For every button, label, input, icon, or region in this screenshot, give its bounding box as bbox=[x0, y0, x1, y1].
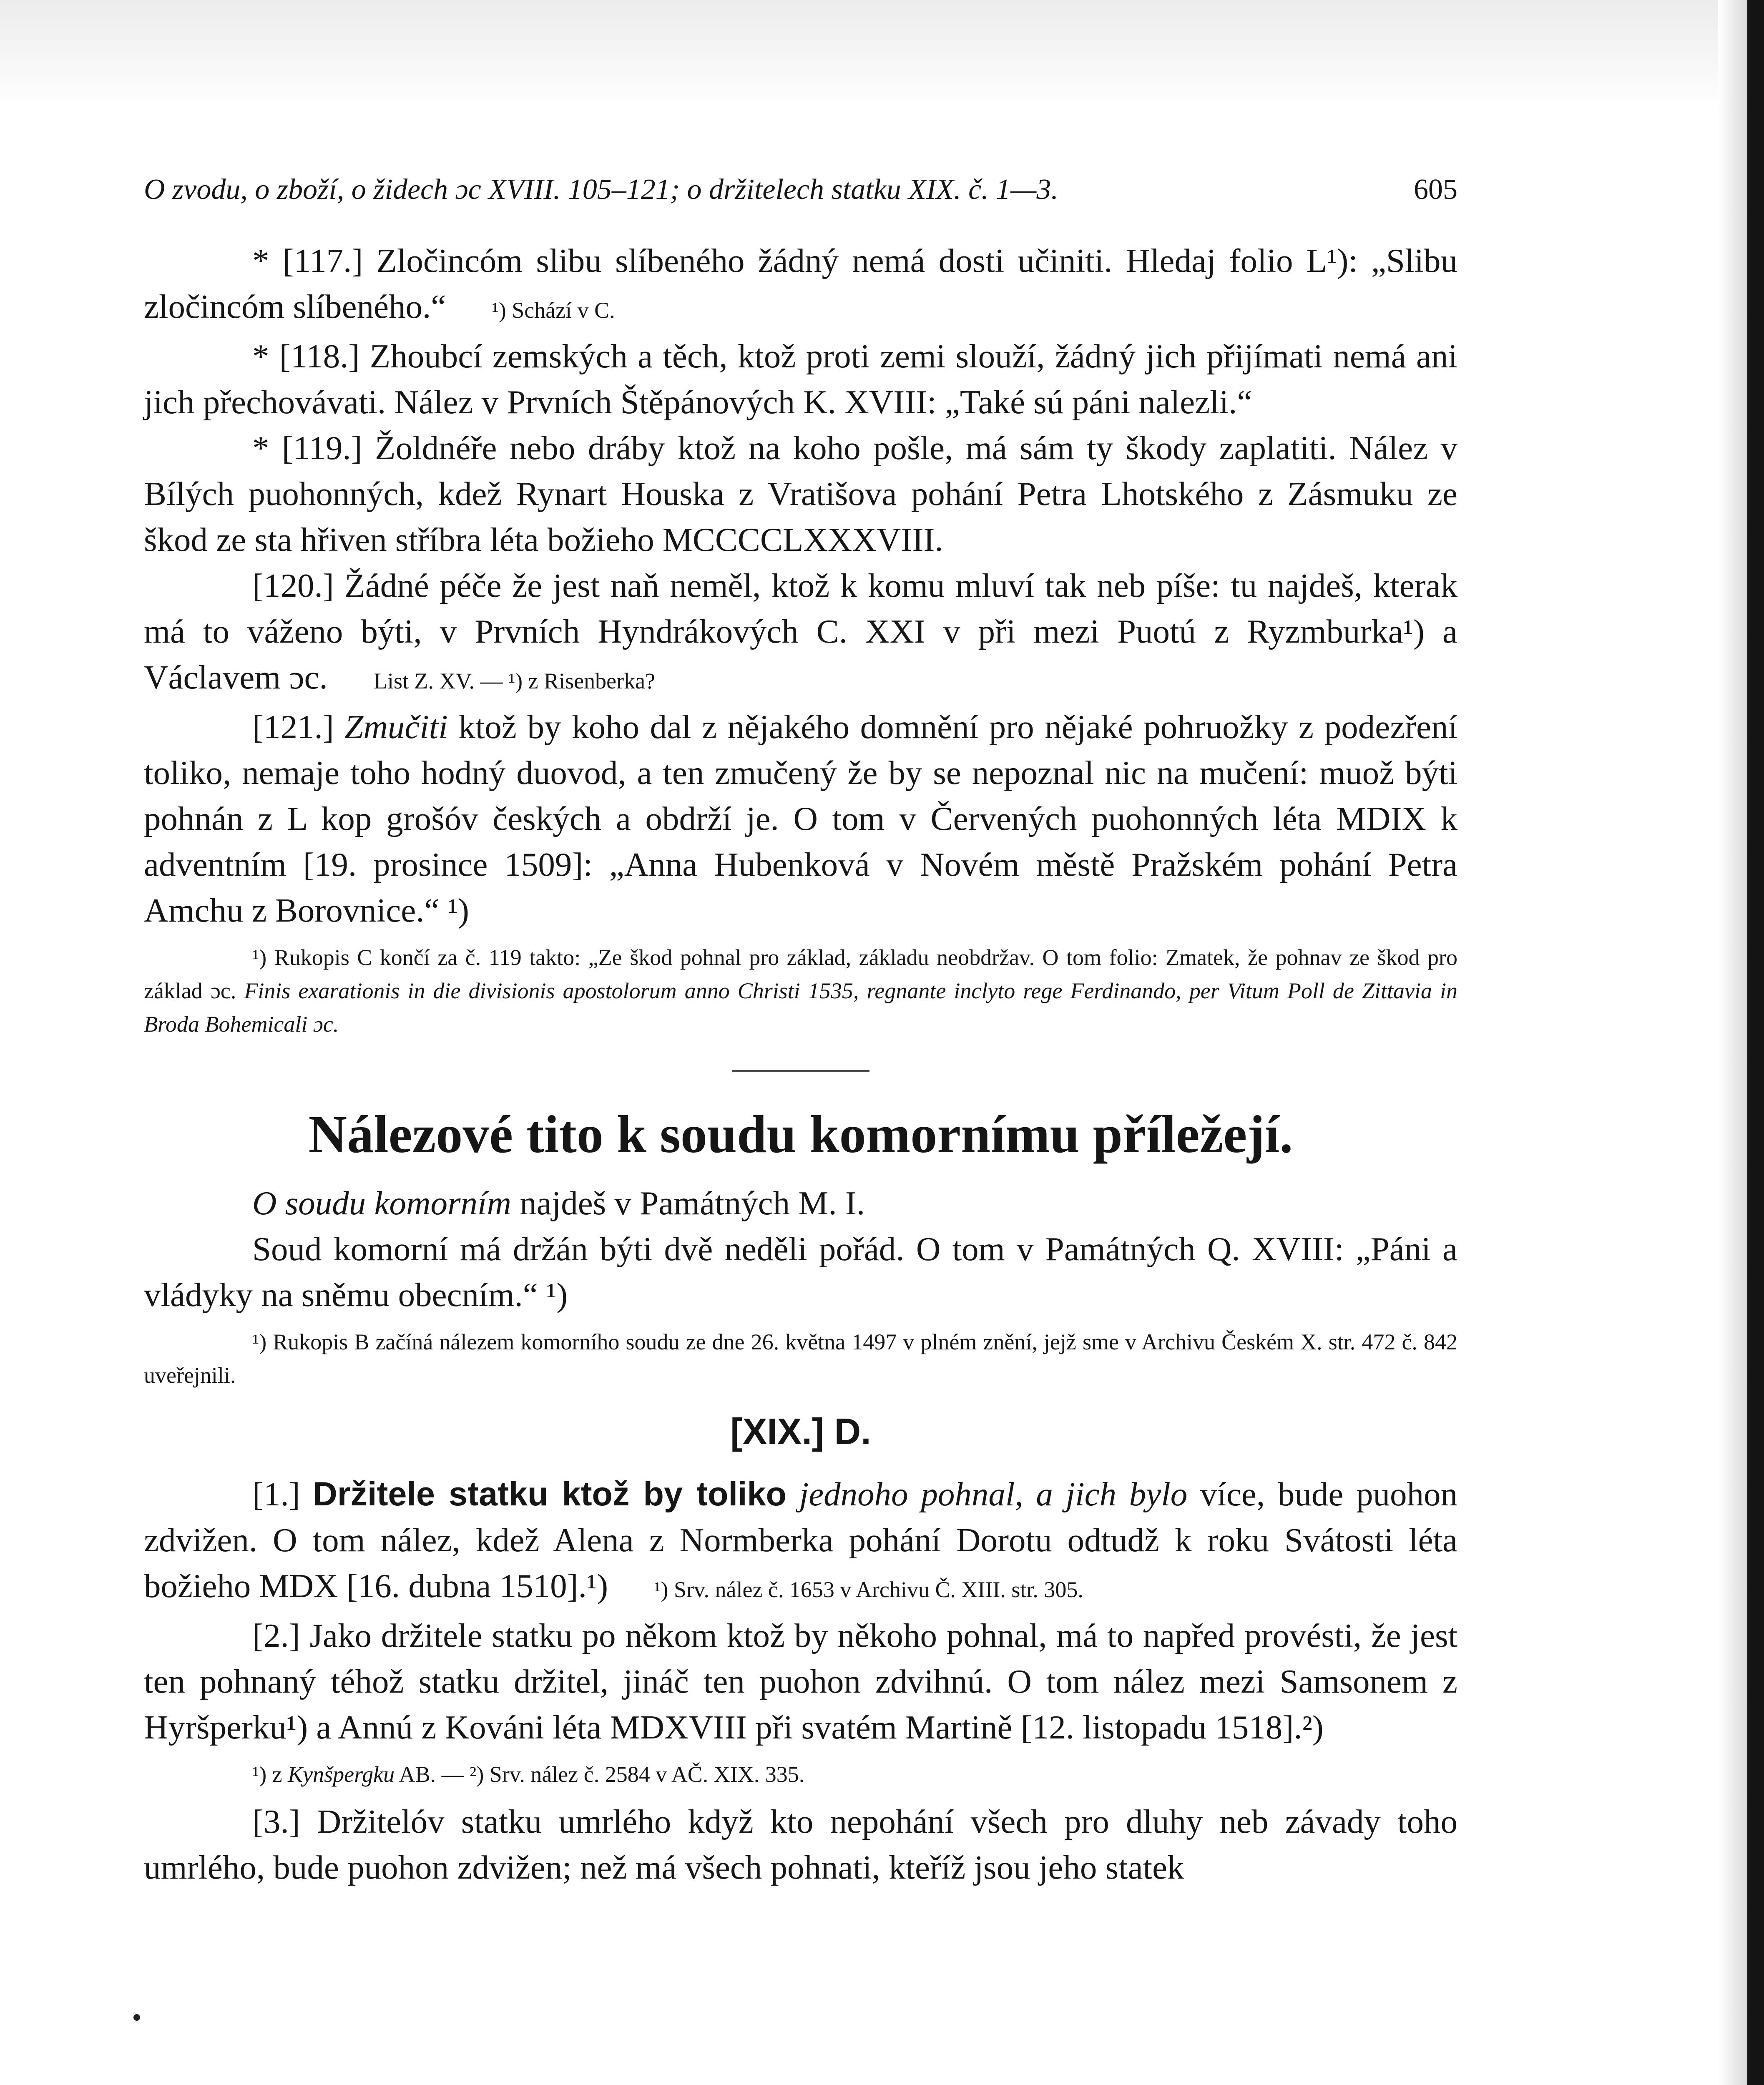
paragraph-119: * [119.] Žoldnéře nebo dráby ktož na koho pošle, má sám ty škody zaplatiti. Nález v Bílých puohonných, kdež Rynart Houska z Vratišova pohání Petra Lhotského z Zásmuku ze škod ze sta hřiven stříbra léta božieho MCCCCLXXXVIII. bbox=[144, 429, 1457, 558]
section-heading: Nálezové tito k soudu komornímu příležejí. bbox=[308, 1105, 1293, 1164]
paragraph-xix-2: [2.] Jako držitele statku po někom ktož by někoho pohnal, má to napřed provésti, že jest ten pohnaný téhož statku držitel, jináč ten puohon zdvihnú. O tom nález mezi Samsonem z Hyršperku¹) a Annú z Kováni léta MDXVIII při svatém Martině [12. listopadu 1518].²) bbox=[144, 1617, 1457, 1746]
ink-speck bbox=[133, 2014, 140, 2021]
paragraph-xix-1-label: [1.] bbox=[252, 1475, 300, 1513]
paragraph-120 bbox=[144, 563, 1457, 704]
footnote-xix-2-c: AB. — ²) Srv. nález č. 2584 v AČ. XIX. 335. bbox=[399, 1762, 805, 1787]
footnote-xix-2-a: ¹) z bbox=[252, 1762, 282, 1787]
paragraph-xix-1-bold: Držitele statku ktož by toliko bbox=[313, 1475, 787, 1513]
paragraph-121-lemma: Zmučiti bbox=[344, 708, 448, 746]
page-edge-shadow bbox=[1718, 0, 1747, 2085]
footnote-inline-120: List Z. XV. — ¹) z Risenberka? bbox=[373, 668, 656, 693]
footnote-inline-xix-1: ¹) Srv. nález č. 1653 v Archivu Č. XIII. str. 305. bbox=[654, 1577, 1083, 1602]
paragraph-xix-3: [3.] Držitelóv statku umrlého když kto nepohání všech pro dluhy neb závady toho umrlého, bude puohon zdvižen; než má všech pohnati, kteříž jsou jeho statek bbox=[144, 1803, 1457, 1886]
paragraph-121-label: [121.] bbox=[252, 708, 334, 746]
chapter-heading-xix: [XIX.] D. bbox=[730, 1411, 871, 1452]
paragraph-xix-1-text: více, bude puohon zdvižen. O tom nález, kdež Alena z Normberka pohání Dorotu odtudž k roku Svátosti léta božieho MDX [16. dubna 1510].¹) bbox=[144, 1475, 1457, 1605]
soud-komorni-ref-text: najdeš v Památných M. I. bbox=[520, 1184, 865, 1222]
page-number: 605 bbox=[1414, 173, 1457, 206]
running-header bbox=[144, 167, 1457, 213]
paragraph-117-text: * [117.] Zločincóm slibu slíbeného žádný nemá dosti učiniti. Hledaj folio L¹): „Slibu zločincóm slíbeného.“ bbox=[144, 242, 1457, 325]
footnote-xix-2-b: Kynšpergku bbox=[288, 1762, 395, 1787]
paragraph-121-text: ktož by koho dal z nějakého domnění pro nějaké pohruožky z podezření toliko, nemaje toho hodný duovod, a ten zmučený že by se nepoznal nic na mučení: muož býti pohnán z L kop grošóv českých a obdrží je. O tom v Červených puohonných léta MDIX k adventním [19. prosince 1509]: „Anna Hubenková v Novém městě Pražském pohání Petra Amchu z Borovnice.“ ¹) bbox=[144, 708, 1458, 929]
footnote-inline-117: ¹) Schází v C. bbox=[492, 298, 615, 323]
footnote-121-colophon: Finis exarationis in die divisionis apostolorum anno Christi 1535, regnante inclyto rege Ferdinando, per Vitum Poll de Zittavia in Broda Bohemicali ɔc. bbox=[144, 978, 1458, 1037]
running-title: O zvodu, o zboží, o židech ɔc XVIII. 105–121; o držitelech statku XIX. č. 1—3. bbox=[144, 173, 1058, 206]
paragraph-121 bbox=[144, 704, 1457, 933]
paragraph-xix-1 bbox=[144, 1471, 1457, 1613]
footnote-soud-komorni: ¹) Rukopis B začíná nálezem komorního soudu ze dne 26. května 1497 v plném znění, jejž sme v Archivu Českém X. str. 472 č. 842 uveřejnili. bbox=[144, 1329, 1457, 1388]
soud-komorni-italic: O soudu komorním bbox=[252, 1184, 511, 1222]
footnote-121-text: ¹) Rukopis C končí za č. 119 takto: „Ze škod pohnal pro základ, základu neobdržav. O tom folio: Zmatek, že pohnav ze škod pro základ ɔc. bbox=[144, 945, 1457, 1003]
text-column bbox=[144, 167, 1457, 1890]
footnote-xix-2 bbox=[144, 1758, 1457, 1791]
scan-border bbox=[1747, 0, 1764, 2085]
paragraph-xix-1-italic: jednoho pohnal, a jich bylo bbox=[799, 1475, 1188, 1513]
footnote-121 bbox=[144, 941, 1457, 1041]
paragraph-117 bbox=[144, 238, 1457, 333]
paragraph-118: * [118.] Zhoubcí zemských a těch, ktož proti zemi slouží, žádný jich přijímati nemá ani jich přechovávati. Nález v Prvních Štěpánových K. XVIII: „Také sú páni nalezli.“ bbox=[144, 337, 1457, 421]
paragraph-soud-komorni: Soud komorní má držán býti dvě neděli pořád. O tom v Památných Q. XVIII: „Páni a vládyky na sněmu obecním.“ ¹) bbox=[144, 1230, 1457, 1314]
section-divider bbox=[732, 1070, 869, 1072]
paragraph-soud-komorni-ref bbox=[144, 1180, 1457, 1226]
paragraph-120-text: [120.] Žádné péče že jest naň neměl, ktož k komu mluví tak neb píše: tu najdeš, kterak má to váženo býti, v Prvních Hyndrákových C. XXI v při mezi Puotú z Ryzmburka¹) a Václavem ɔc. bbox=[144, 567, 1457, 696]
